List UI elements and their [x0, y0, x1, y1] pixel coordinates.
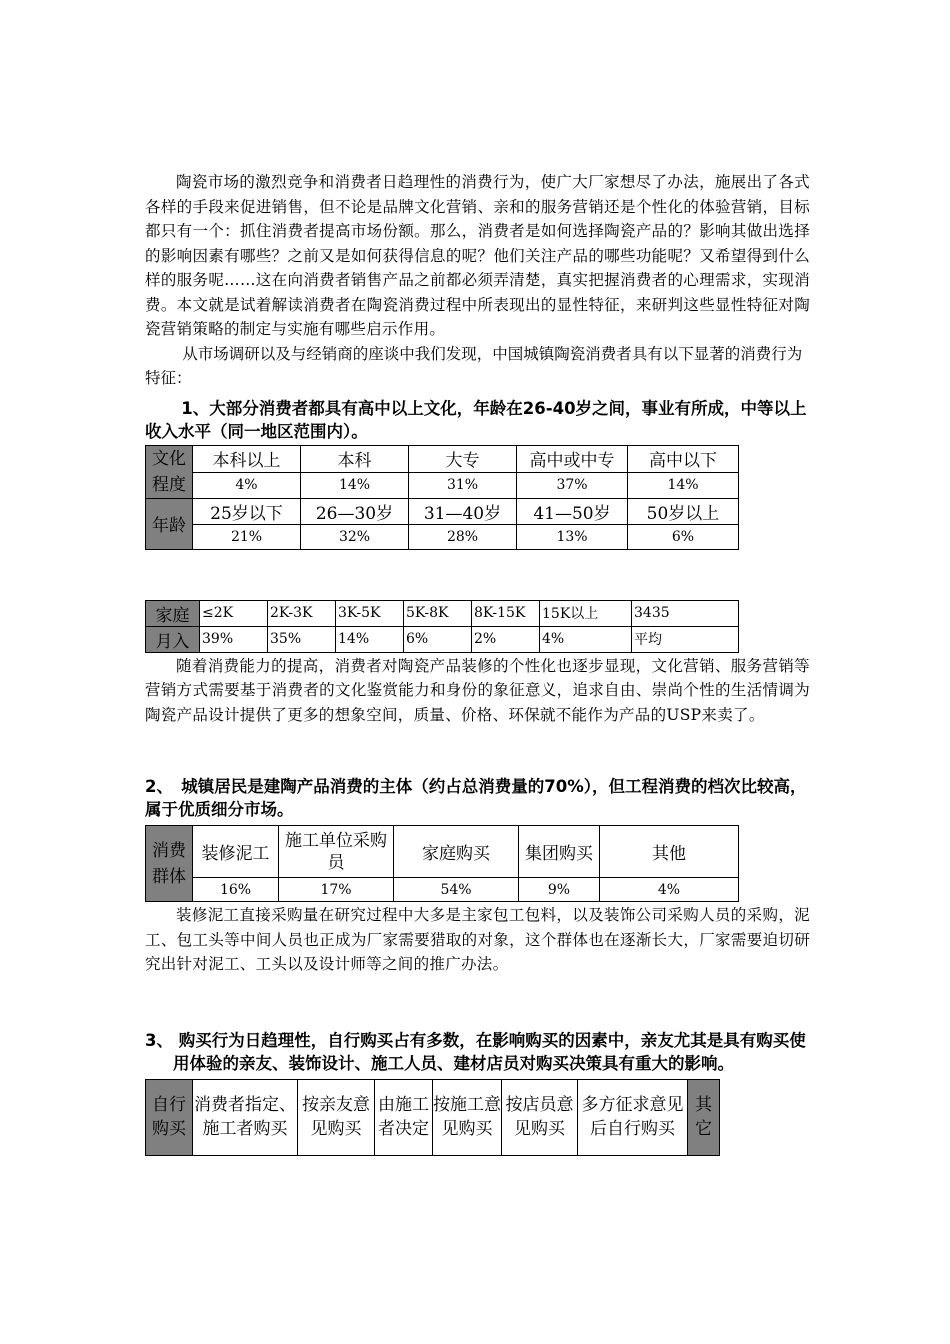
income-value: 4%: [540, 626, 632, 652]
education-age-table: [145, 445, 739, 550]
consumer-group-value: 9%: [519, 878, 600, 902]
purchase-behavior-table: [145, 1079, 720, 1156]
purchase-header: 消费者指定、施工者购买: [193, 1079, 298, 1155]
purchase-header: 多方征求意见后自行购买: [578, 1079, 688, 1155]
income-header: 3K-5K: [336, 600, 404, 626]
purchase-self-header: 自行购买: [146, 1079, 193, 1155]
income-header: ≤2K: [200, 600, 268, 626]
income-average-label: 平均: [632, 626, 739, 652]
consumer-group-header: 其他: [600, 826, 739, 878]
income-header: 2K-3K: [268, 600, 336, 626]
intro-paragraph-2: 从市场调研以及与经销商的座谈中我们发现，中国城镇陶瓷消费者具有以下显著的消费行为特征：: [145, 344, 803, 387]
section1-paragraph: 随着消费能力的提高，消费者对陶瓷产品装修的个性化也逐步显现，文化营销、服务营销等营销方式需要基于消费者的文化鉴赏能力和身份的象征意义，追求自由、崇尚个性的生活情调为陶瓷产品设计提供了更多的想象空间，质量、价格、环保就不能作为产品的USP来卖了。: [145, 656, 810, 724]
age-value: 6%: [628, 524, 739, 549]
age-header: 50岁以上: [628, 498, 739, 524]
education-header: 高中或中专: [517, 445, 628, 472]
age-value: 13%: [517, 524, 628, 549]
section1-heading: 1、大部分消费者都具有高中以上文化，年龄在26-40岁之间，事业有所成，中等以上收入水平（同一地区范围内）。: [145, 398, 807, 441]
education-header: 高中以下: [628, 445, 739, 472]
purchase-header: 按店员意见购买: [502, 1079, 578, 1155]
age-header: 31—40岁: [409, 498, 517, 524]
education-label: 文化程度: [146, 445, 193, 498]
education-header: 大专: [409, 445, 517, 472]
education-header: 本科: [301, 445, 409, 472]
intro-paragraph-1: 陶瓷市场的激烈竞争和消费者日趋理性的消费行为，使广大厂家想尽了办法，施展出了各式各样的手段来促进销售，但不论是品牌文化营销、亲和的服务营销还是个性化的体验营销，目标都只有一个：抓住消费者提高市场份额。那么，消费者是如何选择陶瓷产品的？影响其做出选择的影响因素有哪些？之前又是如何获得信息的呢？他们关注产品的哪些功能呢？又希望得到什么样的服务呢……这在向消费者销售产品之前都必须弄清楚，真实把握消费者的心理需求，实现消费。本文就是试着解读消费者在陶瓷消费过程中所表现出的显性特征，来研判这些显性特征对陶瓷营销策略的制定与实施有哪些启示作用。: [145, 173, 810, 338]
age-header: 25岁以下: [193, 498, 301, 524]
education-value: 4%: [193, 472, 301, 498]
consumer-group-value: 54%: [394, 878, 519, 902]
education-value: 14%: [628, 472, 739, 498]
consumer-group-value: 17%: [279, 878, 394, 902]
consumer-group-header: 集团购买: [519, 826, 600, 878]
document-page: [145, 170, 810, 1156]
purchase-header: 由施工者决定: [375, 1079, 433, 1155]
section2-paragraph: 装修泥工直接采购量在研究过程中大多是主家包工包料，以及装饰公司采购人员的采购，泥工、包工头等中间人员也正成为厂家需要猎取的对象，这个群体也在逐渐长大，厂家需要迫切研究出针对泥工、工头以及设计师等之间的推广办法。: [145, 906, 810, 973]
consumer-group-label: 消费群体: [146, 826, 193, 902]
section3-heading: 3、 购买行为日趋理性，自行购买占有多数，在影响购买的因素中，亲友尤其是具有购买使用体验的亲友、装饰设计、施工人员、建材店员对购买决策具有重大的影响。: [145, 1030, 806, 1073]
income-header: 8K-15K: [472, 600, 540, 626]
income-label: 月入: [146, 626, 200, 652]
education-value: 14%: [301, 472, 409, 498]
income-label: 家庭: [146, 600, 200, 626]
age-header: 26—30岁: [301, 498, 409, 524]
consumer-group-header: 装修泥工: [193, 826, 279, 878]
age-label: 年龄: [146, 498, 193, 549]
consumer-group-value: 16%: [193, 878, 279, 902]
income-table: [145, 600, 739, 653]
income-value: 39%: [200, 626, 268, 652]
income-value: 35%: [268, 626, 336, 652]
education-value: 37%: [517, 472, 628, 498]
consumer-group-header: 家庭购买: [394, 826, 519, 878]
income-value: 2%: [472, 626, 540, 652]
income-value: 14%: [336, 626, 404, 652]
income-header: 5K-8K: [404, 600, 472, 626]
age-value: 32%: [301, 524, 409, 549]
income-value: 6%: [404, 626, 472, 652]
age-value: 21%: [193, 524, 301, 549]
purchase-other-header: 其它: [688, 1079, 720, 1155]
purchase-header: 按亲友意见购买: [298, 1079, 375, 1155]
purchase-header: 按施工意见购买: [433, 1079, 502, 1155]
age-header: 41—50岁: [517, 498, 628, 524]
section2-heading: 2、 城镇居民是建陶产品消费的主体（约占总消费量的70%），但工程消费的档次比较高，属于优质细分市场。: [145, 777, 807, 819]
income-average: 3435: [632, 600, 739, 626]
consumer-group-table: [145, 825, 739, 902]
income-header: 15K以上: [540, 600, 632, 626]
consumer-group-value: 4%: [600, 878, 739, 902]
education-header: 本科以上: [193, 445, 301, 472]
education-value: 31%: [409, 472, 517, 498]
age-value: 28%: [409, 524, 517, 549]
consumer-group-header: 施工单位采购员: [279, 826, 394, 878]
